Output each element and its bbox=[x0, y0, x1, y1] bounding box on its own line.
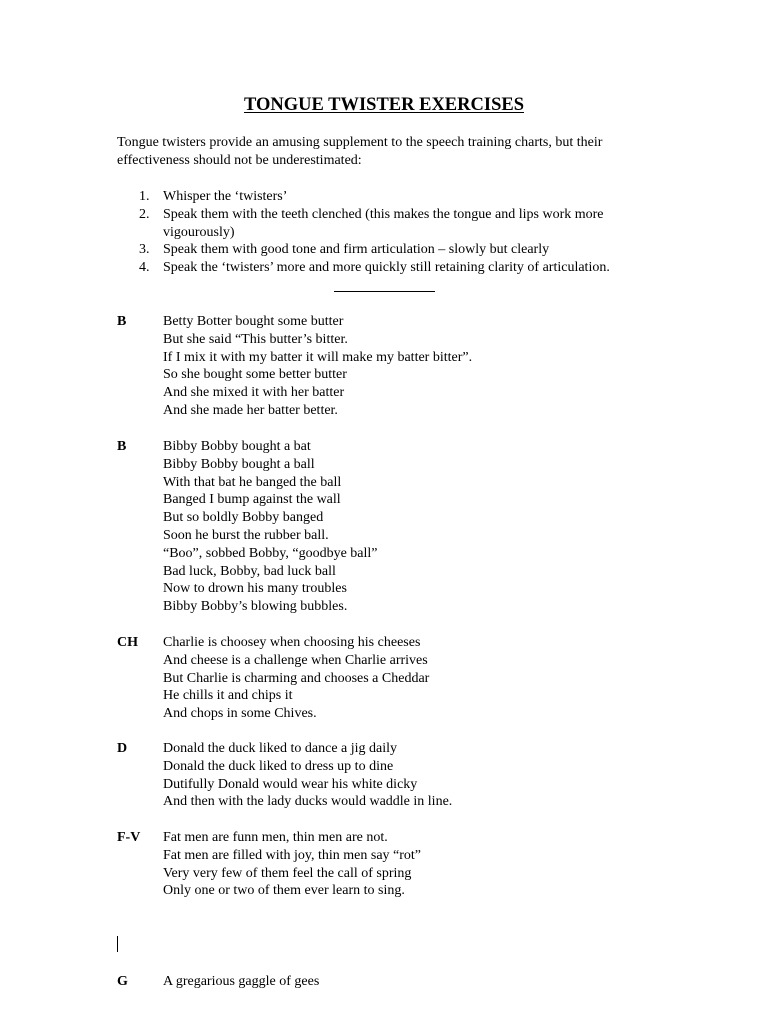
twister-letter: CH bbox=[117, 635, 138, 650]
list-item bbox=[117, 206, 657, 242]
list-item-number: 2. bbox=[139, 206, 150, 222]
list-item bbox=[117, 241, 657, 259]
twister-line: Fat men are filled with joy, thin men say “rot” bbox=[163, 847, 422, 863]
twister-line: And she mixed it with her batter bbox=[163, 385, 345, 401]
section-divider bbox=[334, 291, 435, 292]
list-item-text: Speak the ‘twisters’ more and more quickly still retaining clarity of articulation. bbox=[163, 260, 610, 276]
twister-line: Betty Botter bought some butter bbox=[163, 314, 344, 329]
list-item-text: Whisper the ‘twisters’ bbox=[163, 189, 288, 204]
text-cursor-mark bbox=[117, 936, 118, 952]
twister-letter: B bbox=[117, 314, 127, 329]
twister-line: And she made her batter better. bbox=[163, 402, 338, 418]
list-item-text: Speak them with good tone and firm articulation – slowly but clearly bbox=[163, 242, 550, 258]
twister-line: If I mix it with my batter it will make my batter bitter”. bbox=[163, 349, 473, 365]
twister-line: Very very few of them feel the call of spring bbox=[163, 865, 412, 881]
page-title: TONGUE TWISTER EXERCISES bbox=[243, 95, 524, 115]
twister-letter: B bbox=[117, 439, 127, 454]
twister-letter: F-V bbox=[117, 830, 141, 845]
twister-letter: D bbox=[117, 741, 128, 756]
list-item-text: Speak them with the teeth clenched (this makes the tongue and lips work more vigourously) bbox=[163, 206, 604, 240]
list-item-number: 4. bbox=[139, 260, 150, 276]
list-item-number: 1. bbox=[139, 189, 150, 204]
twister-line: He chills it and chips it bbox=[163, 688, 293, 704]
twister-lines bbox=[163, 973, 673, 991]
twister-line: But Charlie is charming and chooses a Cheddar bbox=[163, 670, 430, 686]
intro-paragraph: Tongue twisters provide an amusing supplement to the speech training charts, but their effectiveness should not be underestimated: bbox=[117, 135, 603, 168]
twister-line: Bad luck, Bobby, bad luck ball bbox=[163, 563, 336, 579]
list-item bbox=[117, 188, 657, 206]
twister-lines bbox=[163, 438, 673, 616]
twister-line: A gregarious gaggle of gees bbox=[163, 974, 320, 989]
twister-lines bbox=[163, 740, 673, 811]
exercise-steps-list bbox=[117, 188, 657, 277]
twister-line: And cheese is a challenge when Charlie arrives bbox=[163, 652, 428, 668]
twister-lines bbox=[163, 829, 673, 900]
twister-line: So she bought some better butter bbox=[163, 367, 347, 383]
twister-line: Soon he burst the rubber ball. bbox=[163, 527, 329, 543]
twister-line: But so boldly Bobby banged bbox=[163, 510, 324, 526]
twister-lines bbox=[163, 634, 673, 723]
list-item bbox=[117, 259, 657, 277]
twister-line: With that bat he banged the ball bbox=[163, 474, 342, 490]
twister-line: Fat men are funn men, thin men are not. bbox=[163, 830, 388, 845]
twister-line: And chops in some Chives. bbox=[163, 706, 317, 722]
twister-line: Donald the duck liked to dress up to dine bbox=[163, 758, 394, 774]
twister-line: Only one or two of them ever learn to sing. bbox=[163, 883, 405, 899]
twister-line: Donald the duck liked to dance a jig daily bbox=[163, 741, 398, 756]
twister-line: Dutifully Donald would wear his white dicky bbox=[163, 776, 418, 792]
twister-line: Bibby Bobby’s blowing bubbles. bbox=[163, 599, 348, 615]
twister-line: And then with the lady ducks would waddle in line. bbox=[163, 794, 453, 810]
twister-line: Banged I bump against the wall bbox=[163, 492, 341, 508]
twister-line: Charlie is choosey when choosing his cheeses bbox=[163, 635, 421, 650]
twister-lines bbox=[163, 313, 673, 420]
twister-line: Now to drown his many troubles bbox=[163, 581, 347, 597]
twister-letter: G bbox=[117, 974, 128, 989]
list-item-number: 3. bbox=[139, 242, 150, 258]
twister-line: Bibby Bobby bought a bat bbox=[163, 439, 311, 454]
twister-line: Bibby Bobby bought a ball bbox=[163, 456, 315, 472]
twister-line: But she said “This butter’s bitter. bbox=[163, 331, 348, 347]
twister-line: “Boo”, sobbed Bobby, “goodbye ball” bbox=[163, 545, 378, 561]
